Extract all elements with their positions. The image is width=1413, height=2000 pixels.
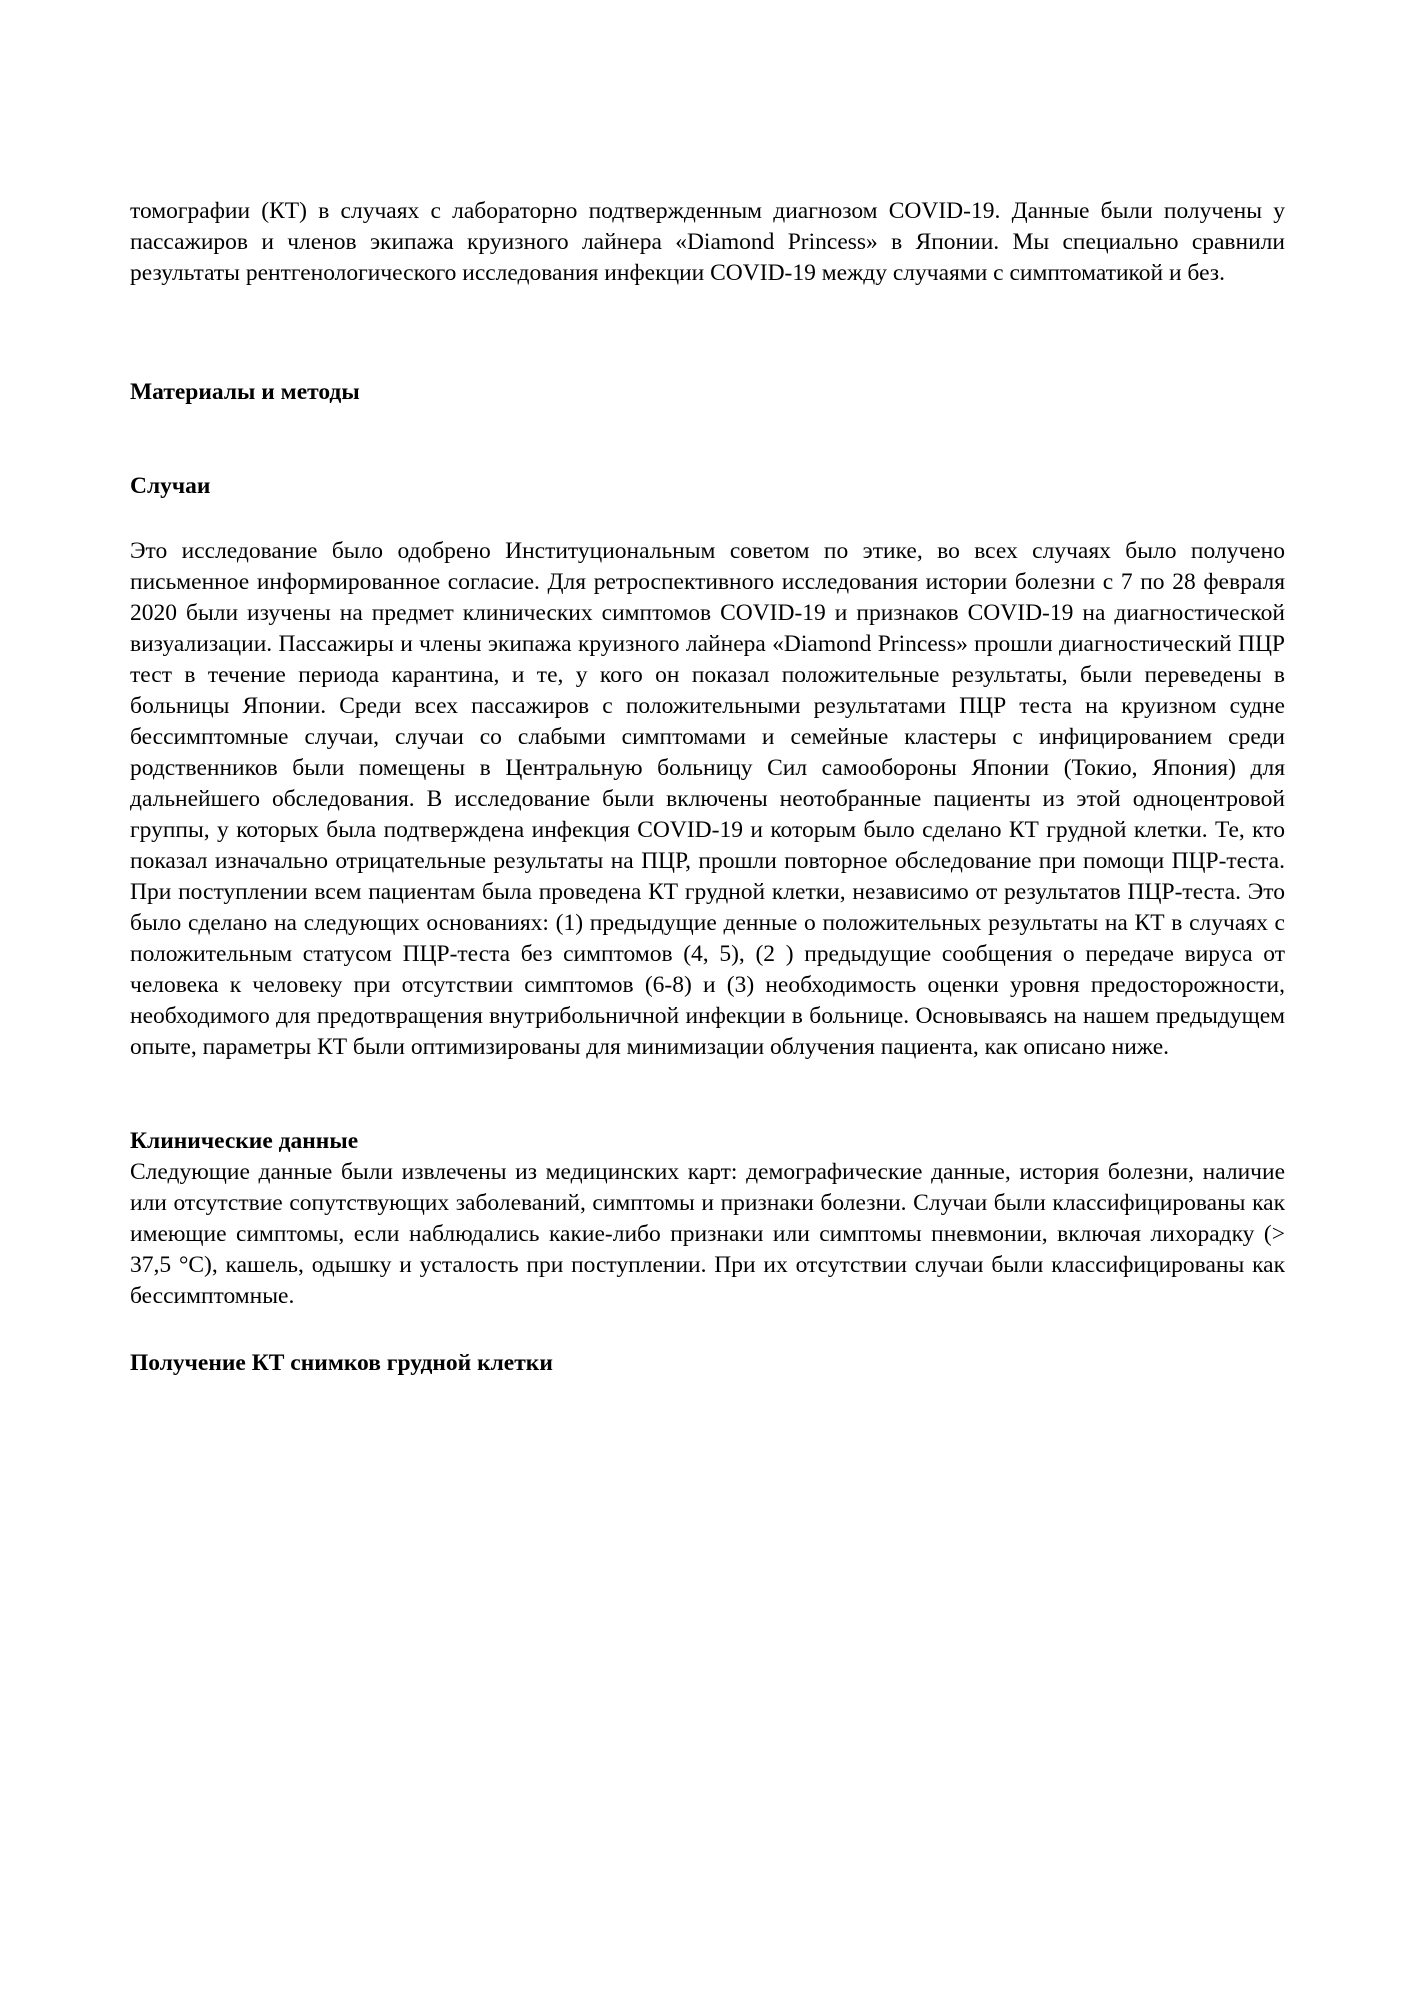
clinical-data-paragraph: Следующие данные были извлечены из медицинских карт: демографические данные, история болезни, наличие или отсутствие сопутствующих заболеваний, симптомы и признаки болезни. Случаи были классифицированы как имеющие симптомы, если наблюдались какие-либо признаки или симптомы пневмонии, включая лихорадку (> 37,5 °C), кашель, одышку и усталость при поступлении. При их отсутствии случаи были классифицированы как бессимптомные. xyxy=(130,1159,1285,1309)
clinical-data-heading: Клинические данные xyxy=(130,1128,359,1154)
materials-methods-heading: Материалы и методы xyxy=(130,379,360,405)
cases-paragraph: Это исследование было одобрено Институциональным советом по этике, во всех случаях было получено письменное информированное согласие. Для ретроспективного исследования истории болезни с 7 по 28 февраля 2020 были изучены на предмет клинических симптомов COVID-19 и признаков COVID-19 на диагностической визуализации. Пассажиры и члены экипажа круизного лайнера «Diamond Princess» прошли диагностический ПЦР тест в течение периода карантина, и те, у кого он показал положительные результаты, были переведены в больницы Японии. Среди всех пассажиров с положительными результатами ПЦР теста на круизном судне бессимптомные случаи, случаи со слабыми симптомами и семейные кластеры с инфицированием среди родственников были помещены в Центральную больницу Сил самообороны Японии (Токио, Япония) для дальнейшего обследования. В исследование были включены неотобранные пациенты из этой одноцентровой группы, у которых была подтверждена инфекция COVID-19 и которым было сделано КТ грудной клетки. Те, кто показал изначально отрицательные результаты на ПЦР, прошли повторное обследование при помощи ПЦР-теста. При поступлении всем пациентам была проведена КТ грудной клетки, независимо от результатов ПЦР-теста. Это было сделано на следующих основаниях: (1) предыдущие денные о положительных результаты на КТ в случаях с положительным статусом ПЦР-теста без симптомов (4, 5), (2 ) предыдущие сообщения о передаче вируса от человека к человеку при отсутствии симптомов (6-8) и (3) необходимость оценки уровня предосторожности, необходимого для предотвращения внутрибольничной инфекции в больнице. Основываясь на нашем предыдущем опыте, параметры КТ были оптимизированы для минимизации облучения пациента, как описано ниже. xyxy=(130,538,1285,1060)
cases-heading: Случаи xyxy=(130,473,211,499)
ct-acquisition-heading: Получение КТ снимков грудной клетки xyxy=(130,1350,553,1376)
intro-paragraph: томографии (КТ) в случаях с лабораторно подтвержденным диагнозом COVID-19. Данные были получены у пассажиров и членов экипажа круизного лайнера «Diamond Princess» в Японии. Мы специально сравнили результаты рентгенологического исследования инфекции COVID-19 между случаями с симптоматикой и без. xyxy=(130,198,1285,286)
